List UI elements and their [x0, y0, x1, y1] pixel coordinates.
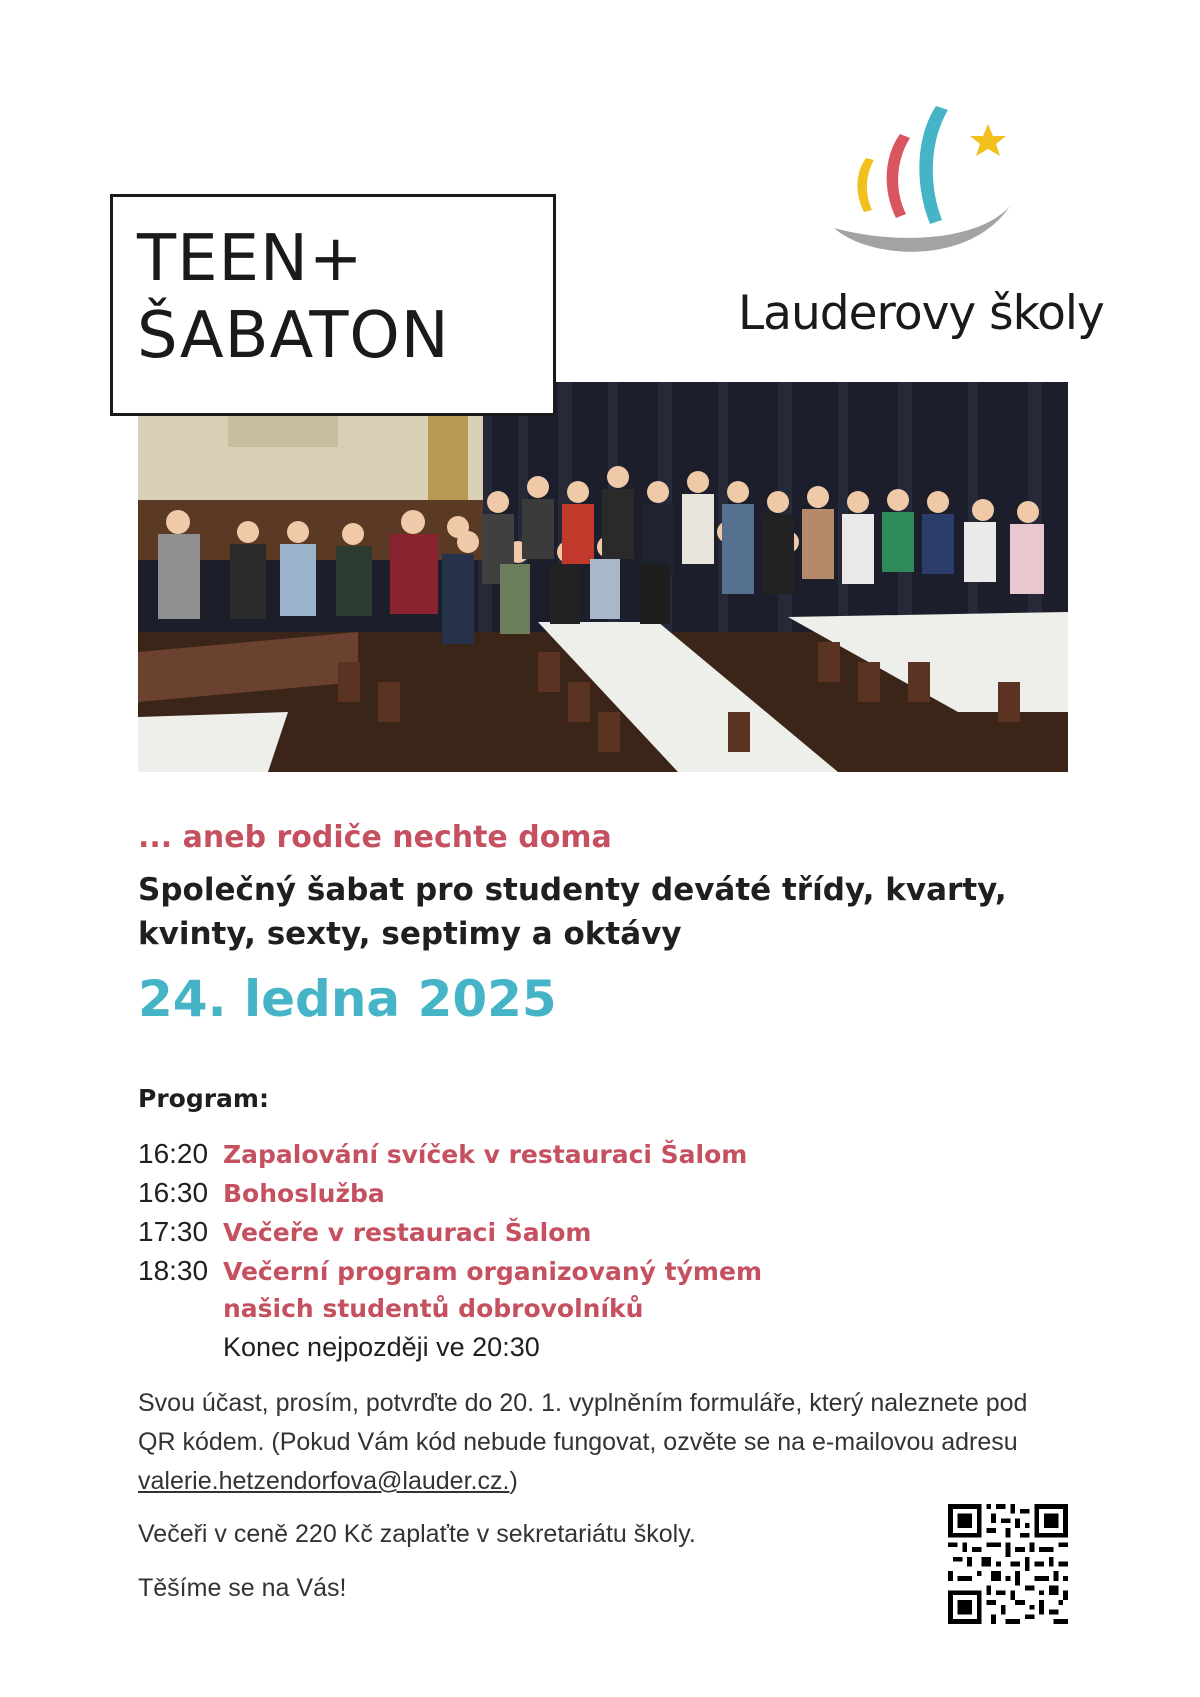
- lauder-logo-icon: [820, 100, 1020, 276]
- program-heading: Program:: [138, 1084, 269, 1113]
- program-item: [138, 1255, 762, 1287]
- event-date: 24. ledna 2025: [138, 970, 557, 1028]
- program-item-continued: [223, 1294, 643, 1324]
- program-label: našich studentů dobrovolníků: [223, 1294, 644, 1323]
- email-link[interactable]: valerie.hetzendorfova@lauder.cz.: [138, 1467, 510, 1495]
- program-label: Zapalování svíček v restauraci Šalom: [223, 1140, 748, 1169]
- program-time: 17:30: [138, 1216, 209, 1247]
- program-item: [138, 1177, 385, 1209]
- program-time: 18:30: [138, 1255, 209, 1286]
- dinner-note: Večeři v ceně 220 Kč zaplaťte v sekretariátu školy.: [138, 1520, 696, 1548]
- title-line-1: TEEN+: [137, 222, 364, 296]
- program-item: [138, 1138, 747, 1170]
- program-label: Večeře v restauraci Šalom: [223, 1218, 592, 1247]
- program-time: 16:20: [138, 1138, 209, 1169]
- subtitle: Společný šabat pro studenty deváté třídy, kvarty, kvinty, sexty, septimy a oktávy: [138, 872, 1007, 952]
- title-box: [110, 194, 556, 416]
- program-end-note: Konec nejpozději ve 20:30: [223, 1332, 540, 1362]
- program-label: Bohoslužba: [223, 1179, 385, 1208]
- qr-code-icon[interactable]: [948, 1504, 1068, 1624]
- rsvp-body: Svou účast, prosím, potvrďte do 20. 1. vyplněním formuláře, který naleznete pod QR kódem. (Pokud Vám kód nebude fungovat, ozvěte se na e-mailovou adresu: [138, 1389, 1028, 1456]
- tagline: ... aneb rodiče nechte doma: [138, 820, 612, 855]
- logo-wordmark: Lauderovy školy: [738, 286, 1104, 341]
- program-time: 16:30: [138, 1177, 209, 1208]
- program-item: [138, 1216, 591, 1248]
- rsvp-tail: ): [509, 1467, 518, 1495]
- rsvp-text: [138, 1384, 1038, 1501]
- program-label: Večerní program organizovaný týmem: [223, 1257, 762, 1286]
- title-line-2: ŠABATON: [137, 299, 450, 373]
- group-photo: [138, 382, 1068, 772]
- closing-note: Těšíme se na Vás!: [138, 1574, 347, 1602]
